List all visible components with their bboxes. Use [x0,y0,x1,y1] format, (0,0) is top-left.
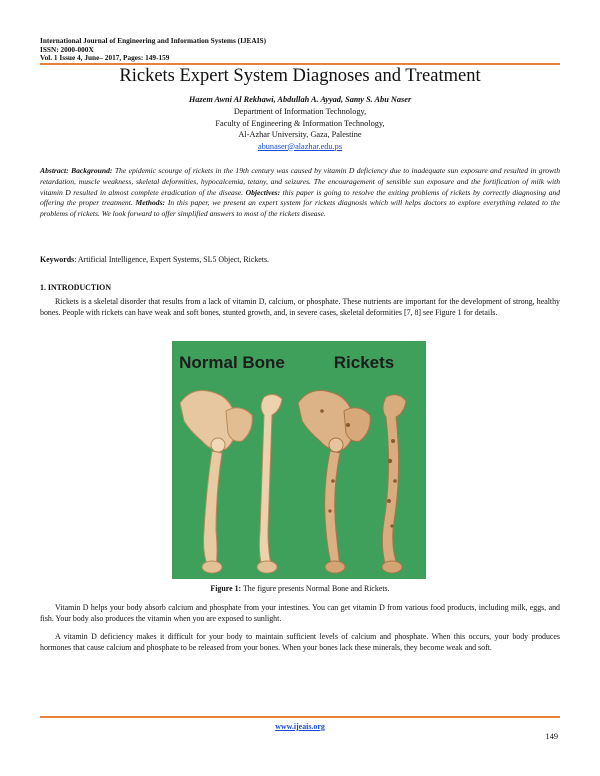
journal-name: International Journal of Engineering and Information Systems (IJEAIS) [40,36,267,45]
affiliation-dept: Department of Information Technology, [233,107,367,116]
section-heading: 1. INTRODUCTION [40,283,112,292]
abstract-objectives: this paper is going to resolve the exiting problems of rickets by correctly diagnosing and offering the proper treatment. [40,187,560,208]
footer-divider [40,716,560,718]
affiliation-university: Al-Azhar University, Gaza, Palestine [238,130,362,139]
keywords-label: Keywords [40,255,75,264]
figure-caption-label: Figure 1: [210,584,242,593]
intro-paragraph-2: Vitamin D helps your body absorb calcium and phosphate from your intestines. You can get vitamin D from various food products, including milk, eggs, and fish. Your body also produces the vitamin when you are exposed to sunlight. [40,603,560,624]
paper-title: Rickets Expert System Diagnoses and Treatment [119,66,481,86]
objectives-label: Objectives: [245,187,281,197]
intro-paragraph-1: Rickets is a skeletal disorder that results from a lack of vitamin D, calcium, or phosphate. These nutrients are important for the development of strong, healthy bones. People with rickets can have weak and soft bones, stunted growth, and, in severe cases, skeletal deformities [7, 8] see Figure 1 for details. [40,297,560,318]
author-list: Hazem Awni Al Rekhawi, Abdullah A. Ayyad, Samy S. Abu Naser [188,95,412,104]
figure-normal-vs-rickets [172,341,426,579]
normal-bone-label: Normal Bone [179,353,285,372]
author-email-link[interactable]: abunaser@alazhar.edu.ps [257,141,343,151]
intro-paragraph-3: A vitamin D deficiency makes it difficult for your body to maintain sufficient levels of calcium and phosphate. When this occurs, your body produces hormones that cause calcium and phosphate to be released from your bones. When your bones lack these minerals, they become weak and soft. [40,632,560,653]
abstract-methods: In this paper, we present an expert system for rickets diagnosis which will helps doctors to explore everything related to the problems of rickets. We look forward to offer simplified answers to most of the rickets disease. [40,198,561,219]
abstract-background: The epidemic scourge of rickets in the 19th century was caused by vitamin D deficiency due to inadequate sun exposure and resulted in growth retardation, muscle weakness, skeletal deformities, hypocalcemia, tetany, and seizures. The encouragement of sensible sun exposure and the fortification of milk with vitamin D resulted in almost complete eradication of the disease. [40,166,561,197]
keywords [40,255,560,264]
bone-illustration [172,341,426,579]
journal-url-link[interactable]: www.ijeais.org [275,722,325,731]
page-number: 149 [545,732,558,741]
journal-volume: Vol. 1 Issue 4, June– 2017, Pages: 149-159 [40,53,170,63]
journal-issn: ISSN: 2000-000X [40,44,94,54]
rickets-label: Rickets [333,353,395,372]
methods-label: Methods: [135,198,166,208]
abstract-label: Abstract: Background: [40,166,113,175]
affiliation-faculty: Faculty of Engineering & Information Technology, [215,118,385,128]
affiliation [40,106,560,152]
footer-url-wrap [40,722,560,731]
abstract [40,166,560,220]
figure-caption-text: The figure presents Normal Bone and Rickets. [241,584,390,593]
journal-header [40,37,266,63]
figure-caption [40,584,560,593]
keywords-text: : Artificial Intelligence, Expert Systems, SL5 Object, Rickets. [74,255,270,264]
